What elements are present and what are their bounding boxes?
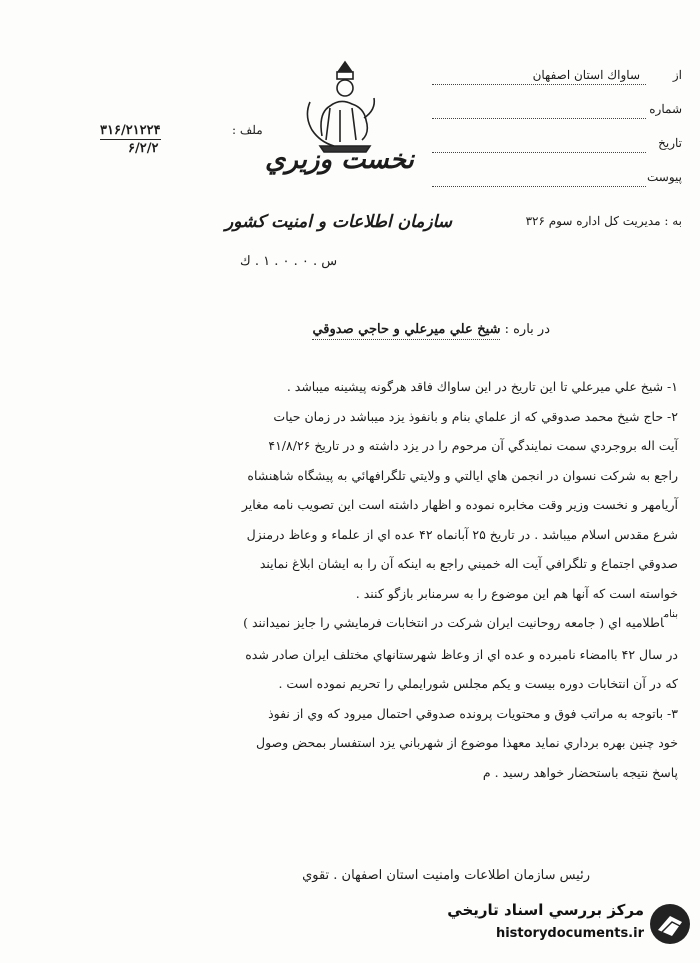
header-fields bbox=[432, 68, 682, 204]
from-row bbox=[432, 68, 682, 92]
org-title: نخست وزيري bbox=[265, 145, 414, 175]
from-value: ساواك استان اصفهان bbox=[532, 68, 640, 82]
watermark-title: مركز بررسي اسناد تاريخي bbox=[447, 901, 644, 919]
date-row bbox=[432, 136, 682, 160]
paragraph-3-line-3: پاسخ نتيجه باستحضار خواهد رسيد . م bbox=[482, 764, 678, 780]
subject-label: در باره : bbox=[504, 322, 550, 337]
file-date: ۶/۲/۲ bbox=[128, 141, 159, 156]
attachment-label: پيوست bbox=[647, 170, 682, 184]
watermark-url: historydocuments.ir bbox=[495, 926, 644, 941]
paragraph-2-line-3: راجع به شركت نسوان در انجمن هاي ايالتي و ولايتي تلگرافهائي به پيشگاه شاهنشاه bbox=[247, 467, 678, 483]
paragraph-2-line-4: آريامهر و نخست وزير وقت مخابره نموده و اظهار داشته است اين تصويب نامه مغاير bbox=[241, 497, 678, 512]
paragraph-1: ۱- شيخ علي ميرعلي تا اين تاريخ در اين ساواك فاقد هرگونه پيشينه ميباشد . bbox=[286, 379, 678, 394]
org-subtitle: سازمان اطلاعات و امنيت كشور bbox=[225, 212, 453, 232]
file-label: ملف : bbox=[232, 123, 263, 137]
paragraph-3-line-2: خود چنين بهره برداري نمايد معهذا موضوع از شهرباني يزد استفسار بمحض وصول bbox=[256, 735, 678, 750]
attachment-row bbox=[432, 170, 682, 194]
org-reference: س . ۰ . ۰ . ۱ . ك bbox=[240, 254, 338, 269]
handwritten-insert: بنام bbox=[663, 609, 678, 620]
from-label: از bbox=[672, 68, 682, 82]
paragraph-2-line-7: خواسته است كه آنها هم اين موضوع را به سرمنابر بازگو كنند . bbox=[355, 585, 678, 601]
paragraph-2-line-8 bbox=[28, 608, 678, 640]
date-label: تاريخ bbox=[658, 136, 682, 150]
paragraph-2-line-6: صدوقي اجتماع و تلگرافي آيت اله خميني راجع به اينكه آن را به ايشان ابلاغ نمايند bbox=[259, 556, 678, 571]
signature-line: رئيس سازمان اطلاعات وامنيت استان اصفهان . تقوي bbox=[302, 868, 590, 883]
paragraph-3-line-1: ۳- باتوجه به مراتب فوق و محتويات پرونده صدوقي احتمال ميرود كه وي از نفوذ bbox=[268, 705, 678, 721]
paragraph-2-line-8-text: اطلاميه اي ( جامعه روحانيت ايران شركت در انتخابات فرمايشي را جايز نميدانند ) bbox=[243, 615, 664, 630]
subject-line bbox=[312, 322, 550, 337]
paragraph-2-line-10: كه در آن انتخابات دوره بيست و يكم مجلس شورايملي را تحريم نموده است . bbox=[278, 676, 678, 691]
number-label: شماره bbox=[649, 102, 682, 116]
number-row bbox=[432, 102, 682, 126]
paragraph-2-line-1: ۲- حاج شيخ محمد صدوقي كه از علماي بنام و بانفوذ يزد ميباشد در زمان حيات bbox=[273, 408, 678, 424]
file-number: ۳۱۶/۲۱۲۲۴ bbox=[100, 123, 161, 138]
book-logo-icon bbox=[648, 902, 692, 946]
paragraph-2-line-5: شرع مقدس اسلام ميباشد . در تاريخ ۲۵ آبانماه ۴۲ عده اي از علماء و وعاظ درمنزل bbox=[246, 526, 678, 542]
recipient-line: به : مديريت كل اداره سوم ۳۲۶ bbox=[525, 214, 682, 228]
letter-body bbox=[28, 372, 678, 787]
paragraph-2-line-9: در سال ۴۲ باامضاء نامبرده و عده اي از وعاظ شهرستانهاي مختلف ايران صادر شده bbox=[245, 646, 678, 662]
paragraph-2-line-2: آيت اله بروجردي سمت نمايندگي آن مرحوم را در يزد داشته و در تاريخ ۴۱/۸/۲۶ bbox=[268, 438, 678, 453]
lion-and-sun-emblem bbox=[300, 58, 390, 158]
subject-text: شيخ علي ميرعلي و حاجي صدوقي bbox=[312, 322, 500, 340]
watermark bbox=[420, 896, 700, 963]
